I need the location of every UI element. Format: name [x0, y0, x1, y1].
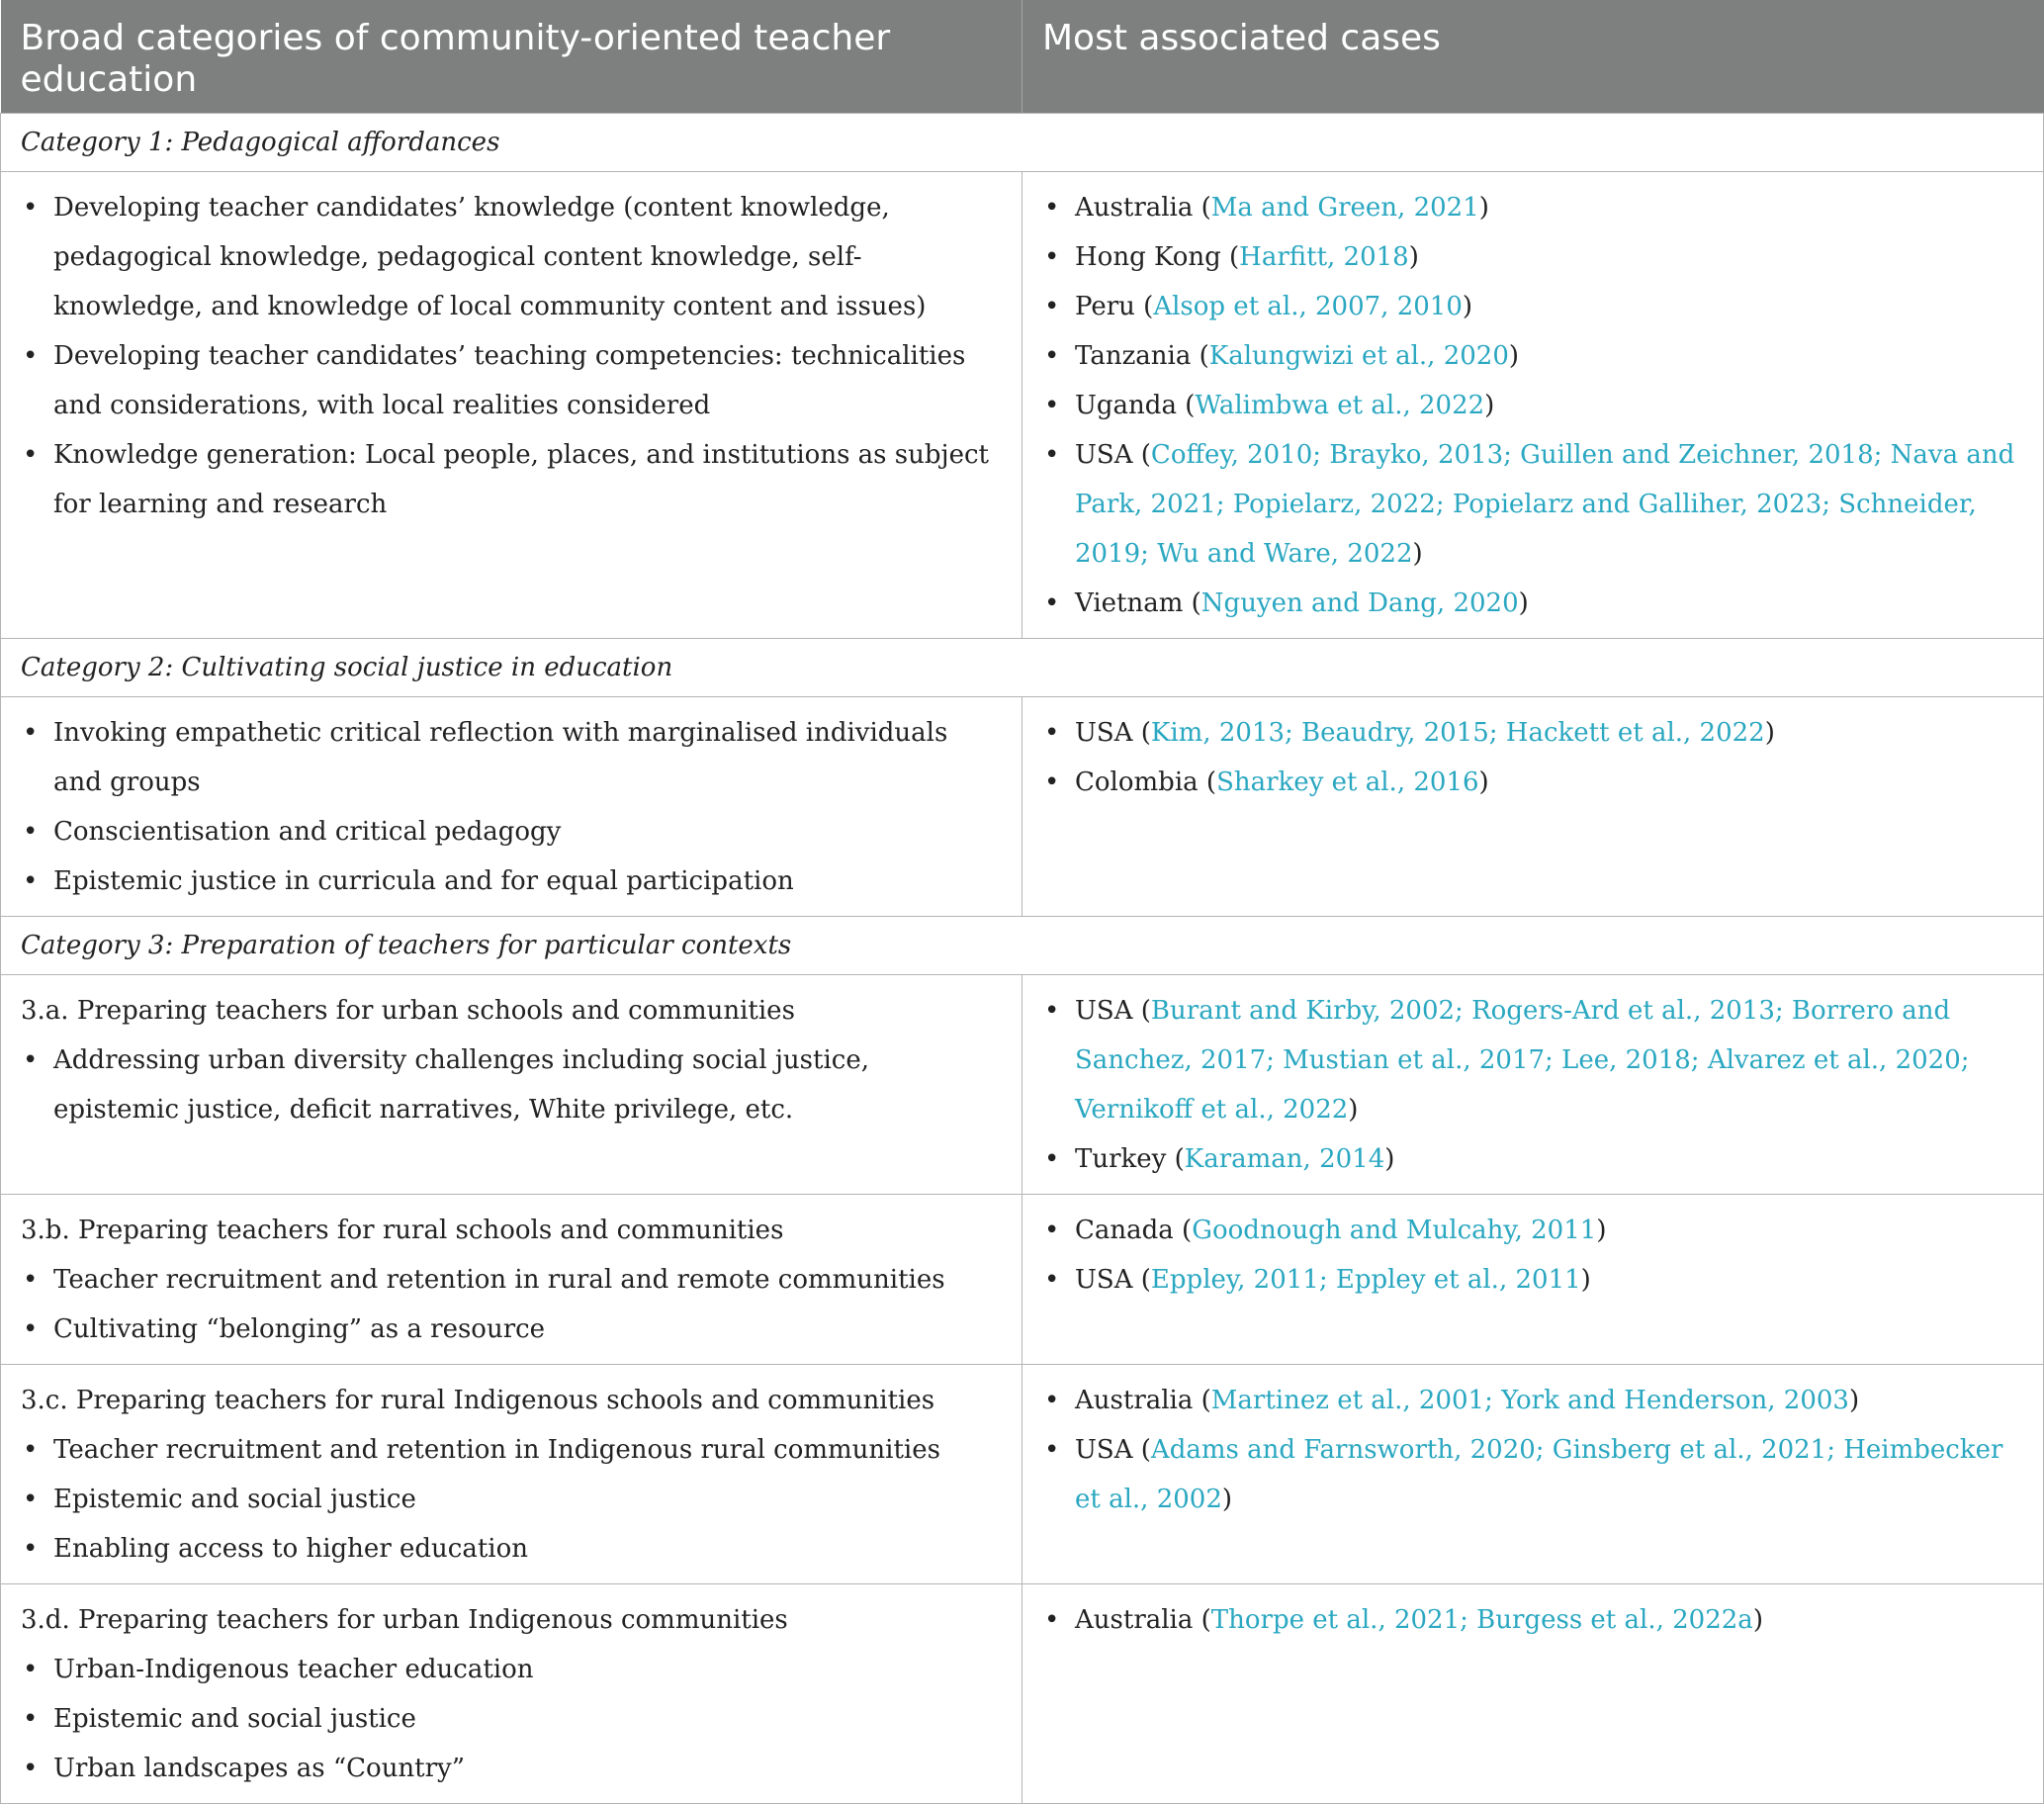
citation-link[interactable]: Alsop et al., 2007, 2010	[1153, 292, 1463, 321]
citation-link[interactable]: Ma and Green, 2021	[1210, 193, 1479, 223]
subcategory-title: 3.a. Preparing teachers for urban schools and communities	[21, 996, 795, 1026]
bullet-list	[21, 183, 1002, 529]
table-row	[1, 697, 2044, 917]
case-item: • USA (Adams and Farnsworth, 2020; Ginsberg et al., 2021; Heimbecker et al., 2002)	[1042, 1425, 2023, 1524]
list-item: • Developing teacher candidates’ teaching competencies: technicalities and considerations, with local realities considered	[21, 331, 1002, 430]
case-country: USA	[1075, 996, 1133, 1026]
case-country: Turkey	[1075, 1144, 1167, 1174]
bullet-list	[21, 1645, 1002, 1793]
bullet-list	[21, 1036, 1002, 1134]
subcategory-title: 3.b. Preparing teachers for rural schools and communities	[21, 1216, 784, 1245]
citation-link[interactable]: Thorpe et al., 2021; Burgess et al., 2022a	[1210, 1605, 1753, 1635]
list-item: • Epistemic and social justice	[21, 1475, 1002, 1524]
bullet-list	[21, 1255, 1002, 1354]
case-item: • Hong Kong (Harfitt, 2018)	[1042, 232, 2023, 282]
cases-list	[1042, 183, 2023, 628]
cases-cell	[1022, 1365, 2044, 1584]
cases-list	[1042, 708, 2023, 807]
header-categories: Broad categories of community-oriented teacher education	[1, 0, 1022, 114]
case-country: Vietnam	[1075, 588, 1184, 618]
list-item: • Urban landscapes as “Country”	[21, 1744, 1002, 1793]
cases-cell	[1022, 172, 2044, 639]
case-item: • USA (Coffey, 2010; Brayko, 2013; Guillen and Zeichner, 2018; Nava and Park, 2021; Popielarz, 2022; Popielarz and Galliher, 2023; Schneider, 2019; Wu and Ware, 2022)	[1042, 430, 2023, 579]
cases-list	[1042, 1376, 2023, 1524]
cases-cell	[1022, 975, 2044, 1195]
citation-link[interactable]: Nguyen and Dang, 2020	[1200, 588, 1519, 618]
citation-link[interactable]: Kalungwizi et al., 2020	[1208, 341, 1509, 371]
case-item: • Australia (Thorpe et al., 2021; Burgess et al., 2022a)	[1042, 1595, 2023, 1645]
case-item: • Turkey (Karaman, 2014)	[1042, 1134, 2023, 1184]
list-item: • Teacher recruitment and retention in Indigenous rural communities	[21, 1425, 1002, 1475]
bullet-list	[21, 1425, 1002, 1574]
list-item: • Cultivating “belonging” as a resource	[21, 1305, 1002, 1354]
case-item: • Peru (Alsop et al., 2007, 2010)	[1042, 282, 2023, 331]
subcategory-title: 3.d. Preparing teachers for urban Indigenous communities	[21, 1605, 788, 1635]
category-details-cell	[1, 1195, 1022, 1365]
cases-list	[1042, 1595, 2023, 1645]
cases-list	[1042, 1206, 2023, 1305]
case-country: USA	[1075, 440, 1133, 470]
citation-link[interactable]: Walimbwa et al., 2022	[1195, 391, 1485, 420]
category-details-cell	[1, 1365, 1022, 1584]
citation-link[interactable]: Sharkey et al., 2016	[1216, 767, 1479, 797]
list-item: • Conscientisation and critical pedagogy	[21, 807, 1002, 857]
table-row	[1, 975, 2044, 1195]
list-item: • Epistemic and social justice	[21, 1694, 1002, 1744]
table-row	[1, 1195, 2044, 1365]
list-item: • Invoking empathetic critical reflection with marginalised individuals and groups	[21, 708, 1002, 807]
list-item: • Urban-Indigenous teacher education	[21, 1645, 1002, 1694]
category-details-cell	[1, 975, 1022, 1195]
citation-link[interactable]: Coffey, 2010; Brayko, 2013; Guillen and Zeichner, 2018; Nava and Park, 2021; Popielarz, 2022; Popielarz and Galliher, 2023; Schneider, 2019; Wu and Ware, 2022	[1075, 440, 2015, 569]
case-country: Hong Kong	[1075, 242, 1221, 272]
category-title: Category 3: Preparation of teachers for particular contexts	[1, 917, 2044, 975]
case-item: • Canada (Goodnough and Mulcahy, 2011)	[1042, 1206, 2023, 1255]
list-item: • Knowledge generation: Local people, places, and institutions as subject for learning and research	[21, 430, 1002, 529]
citation-link[interactable]: Eppley, 2011; Eppley et al., 2011	[1150, 1265, 1581, 1295]
bullet-list	[21, 708, 1002, 906]
cases-cell	[1022, 1195, 2044, 1365]
category-row	[1, 639, 2044, 697]
citation-link[interactable]: Goodnough and Mulcahy, 2011	[1192, 1216, 1597, 1245]
category-title: Category 1: Pedagogical affordances	[1, 114, 2044, 172]
category-row	[1, 917, 2044, 975]
list-item: • Enabling access to higher education	[21, 1524, 1002, 1574]
case-country: Uganda	[1075, 391, 1177, 420]
case-item: • USA (Eppley, 2011; Eppley et al., 2011)	[1042, 1255, 2023, 1305]
category-row	[1, 114, 2044, 172]
case-item: • Australia (Martinez et al., 2001; York and Henderson, 2003)	[1042, 1376, 2023, 1425]
cases-list	[1042, 986, 2023, 1184]
citation-link[interactable]: Karaman, 2014	[1184, 1144, 1385, 1174]
case-country: Tanzania	[1075, 341, 1192, 371]
case-item: • Tanzania (Kalungwizi et al., 2020)	[1042, 331, 2023, 381]
case-item: • Uganda (Walimbwa et al., 2022)	[1042, 381, 2023, 430]
case-country: USA	[1075, 718, 1133, 748]
cases-cell	[1022, 697, 2044, 917]
case-country: Canada	[1075, 1216, 1174, 1245]
citation-link[interactable]: Kim, 2013; Beaudry, 2015; Hackett et al., 2022	[1150, 718, 1765, 748]
case-item: • Vietnam (Nguyen and Dang, 2020)	[1042, 579, 2023, 628]
category-title: Category 2: Cultivating social justice in education	[1, 639, 2044, 697]
list-item: • Addressing urban diversity challenges including social justice, epistemic justice, deficit narratives, White privilege, etc.	[21, 1036, 1002, 1134]
case-item: • USA (Burant and Kirby, 2002; Rogers-Ard et al., 2013; Borrero and Sanchez, 2017; Mustian et al., 2017; Lee, 2018; Alvarez et al., 2020; Vernikoff et al., 2022)	[1042, 986, 2023, 1134]
list-item: • Epistemic justice in curricula and for equal participation	[21, 857, 1002, 906]
case-item: • USA (Kim, 2013; Beaudry, 2015; Hackett et al., 2022)	[1042, 708, 2023, 758]
citation-link[interactable]: Martinez et al., 2001; York and Henderson, 2003	[1210, 1386, 1849, 1415]
citation-link[interactable]: Burant and Kirby, 2002; Rogers-Ard et al., 2013; Borrero and Sanchez, 2017; Mustian et al., 2017; Lee, 2018; Alvarez et al., 2020; Vernikoff et al., 2022	[1075, 996, 1970, 1125]
case-country: USA	[1075, 1265, 1133, 1295]
table-body	[1, 114, 2044, 1804]
list-item: • Developing teacher candidates’ knowledge (content knowledge, pedagogical knowledge, pedagogical content knowledge, self-knowledge, and knowledge of local community content and issues)	[21, 183, 1002, 331]
case-country: Colombia	[1075, 767, 1199, 797]
case-item: • Colombia (Sharkey et al., 2016)	[1042, 758, 2023, 807]
case-country: Australia	[1075, 1605, 1194, 1635]
table-row	[1, 172, 2044, 639]
case-country: Australia	[1075, 1386, 1194, 1415]
case-item: • Australia (Ma and Green, 2021)	[1042, 183, 2023, 232]
table-row	[1, 1365, 2044, 1584]
case-country: Peru	[1075, 292, 1135, 321]
header-cases: Most associated cases	[1022, 0, 2044, 114]
category-details-cell	[1, 697, 1022, 917]
table-header-row	[1, 0, 2044, 114]
subcategory-title: 3.c. Preparing teachers for rural Indigenous schools and communities	[21, 1386, 935, 1415]
list-item: • Teacher recruitment and retention in rural and remote communities	[21, 1255, 1002, 1305]
case-country: Australia	[1075, 193, 1194, 223]
citation-link[interactable]: Adams and Farnsworth, 2020; Ginsberg et al., 2021; Heimbecker et al., 2002	[1075, 1435, 2003, 1514]
case-country: USA	[1075, 1435, 1133, 1465]
category-details-cell	[1, 172, 1022, 639]
citation-link[interactable]: Harfitt, 2018	[1239, 242, 1409, 272]
